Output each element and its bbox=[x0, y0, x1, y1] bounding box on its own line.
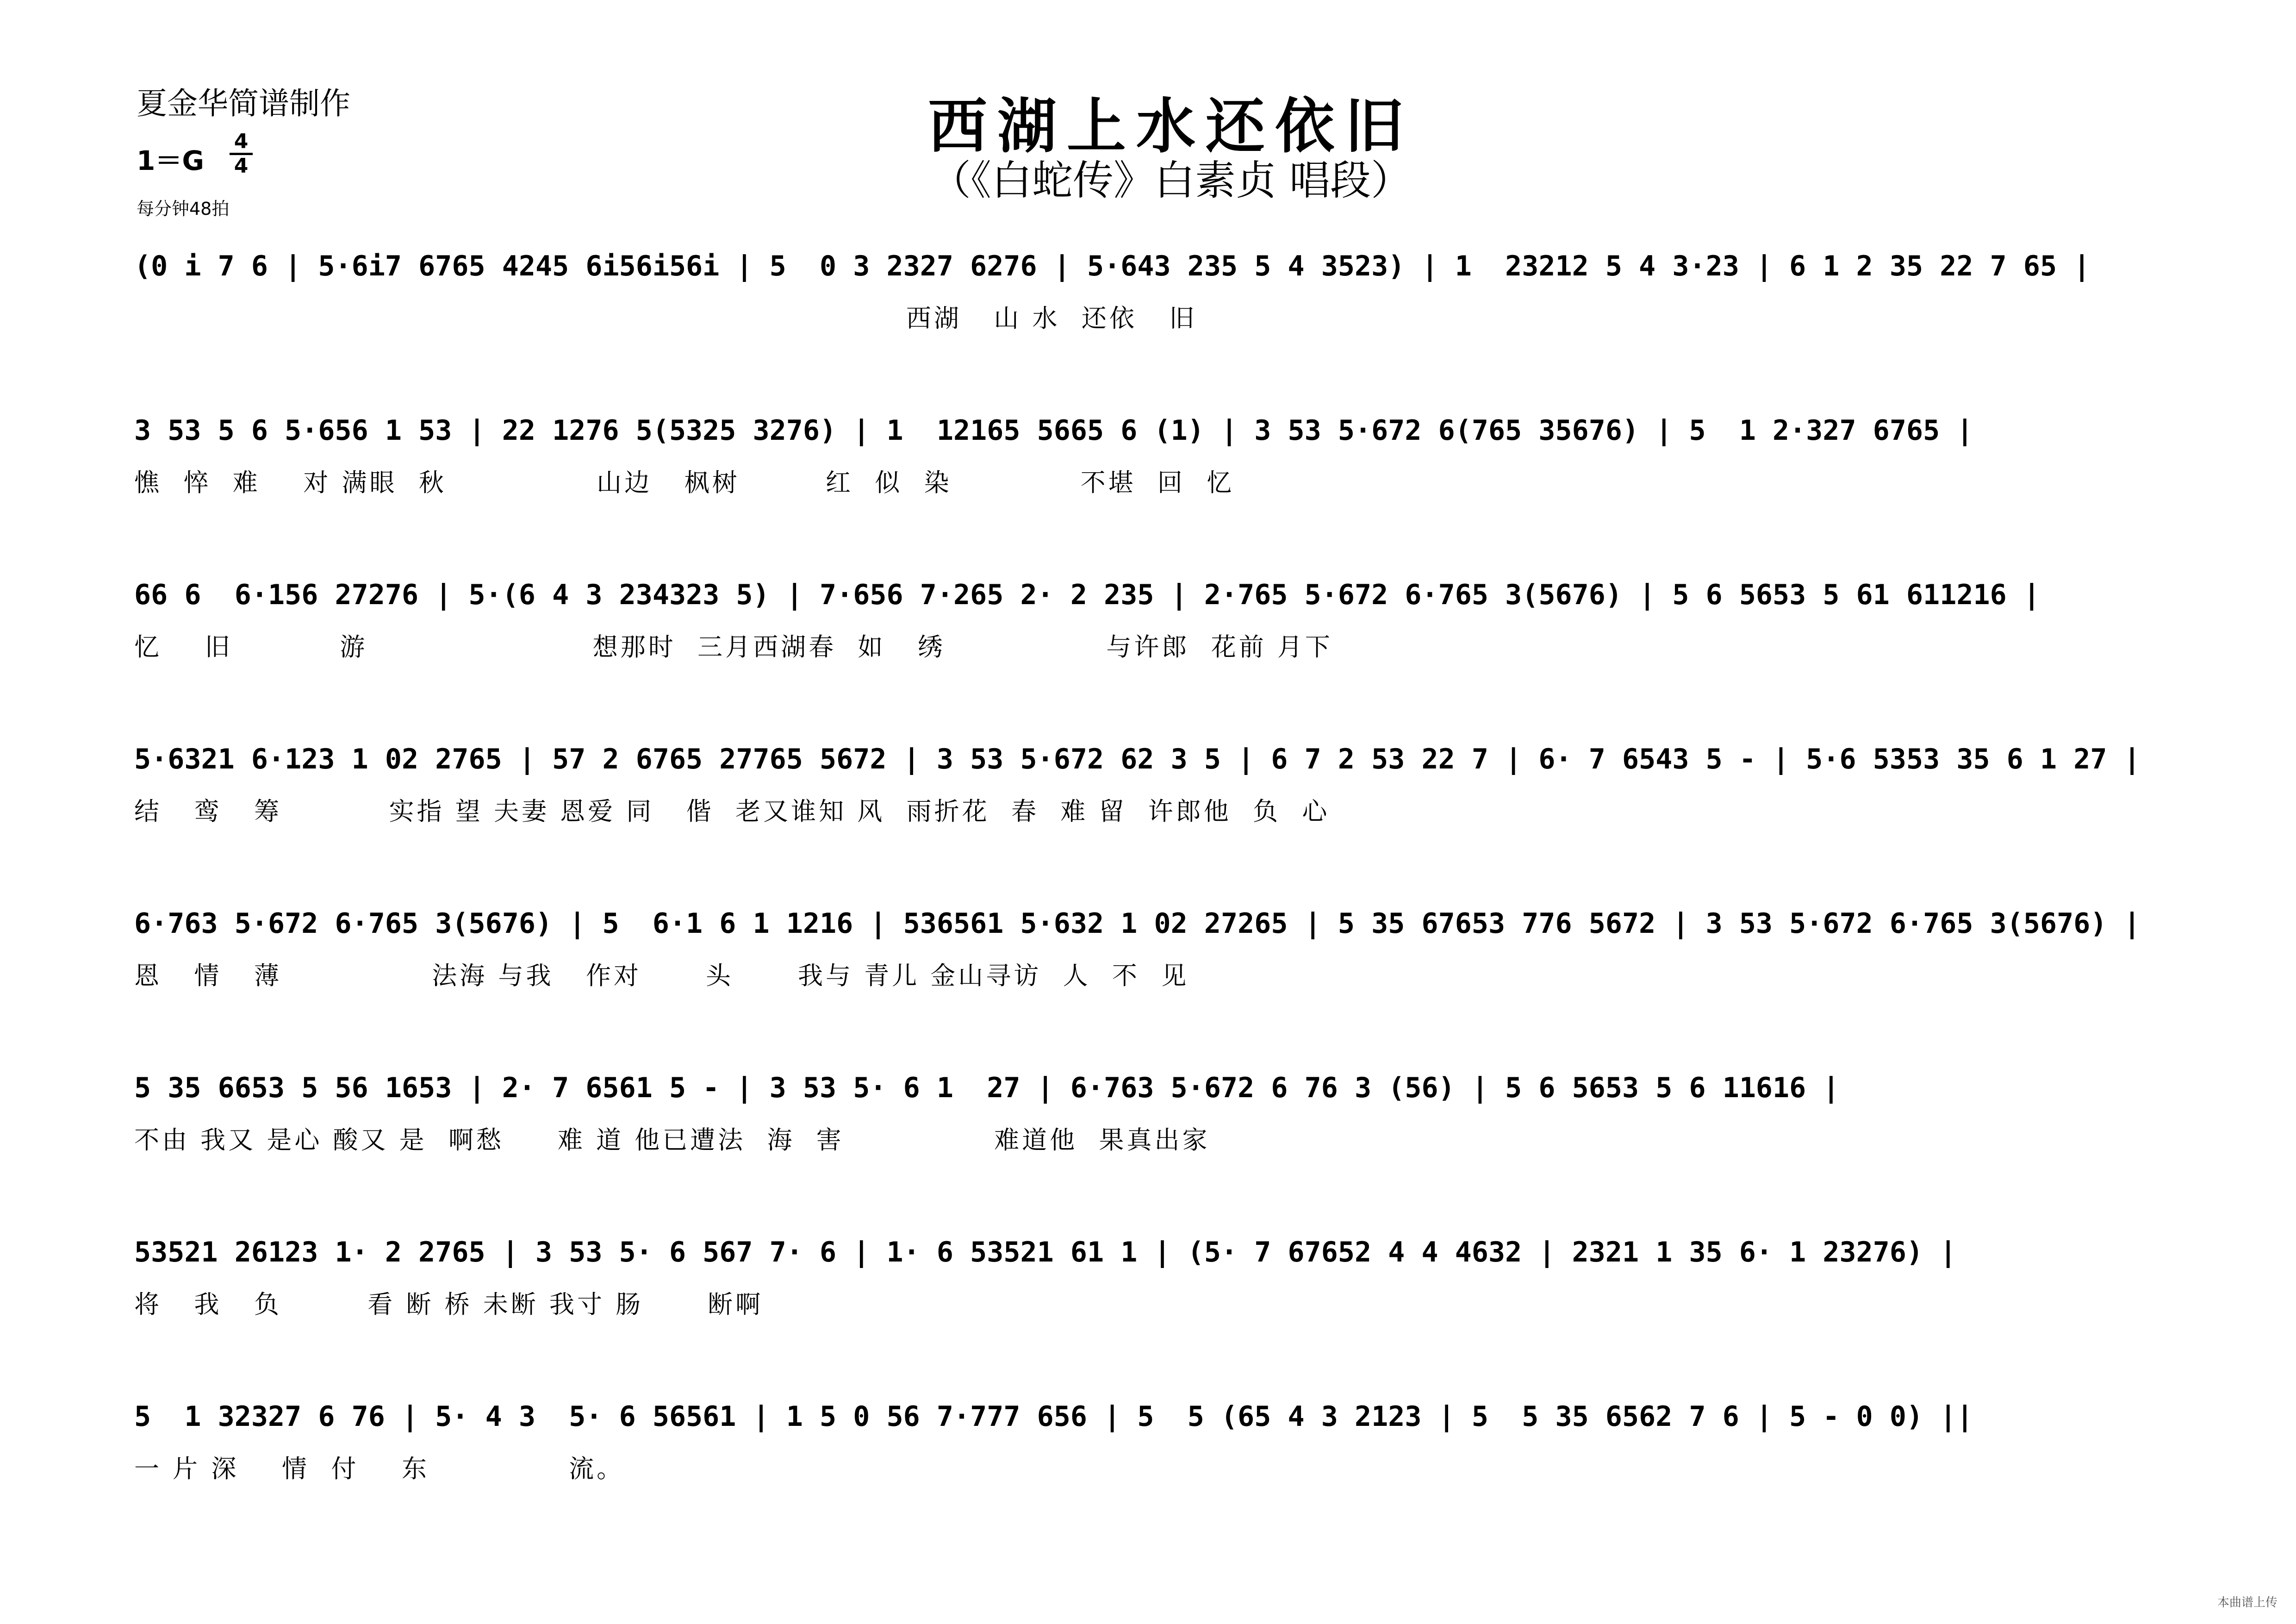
score-line-8 bbox=[134, 1391, 2217, 1530]
score-line-5 bbox=[134, 898, 2217, 1037]
key-signature: 1＝G bbox=[137, 145, 204, 176]
song-subtitle: （《白蛇传》白素贞 唱段） bbox=[930, 156, 1412, 204]
lyric-line: 结 鸾 筹 实指 望 夫妻 恩爱 同 偕 老又谁知 风 雨折花 春 难 留 许郎他 负 心 bbox=[134, 797, 1330, 826]
score-line-1 bbox=[134, 241, 2217, 380]
time-signature bbox=[230, 131, 253, 177]
lyric-line: 恩 情 薄 法海 与我 作对 头 我与 青儿 金山寻访 人 不 见 bbox=[134, 961, 1189, 990]
lyric-line: 憔 悴 难 对 满眼 秋 山边 枫树 红 似 染 不堪 回 忆 bbox=[134, 468, 1235, 497]
score-line-3 bbox=[134, 569, 2217, 708]
notation-line: 3 53 5 6 5·656 1 53 | 22 1276 5(5325 3276) | 1 12165 5665 6 (1) | 3 53 5·672 6(765 35676) | 5 1 2·327 6765 | bbox=[134, 414, 1973, 447]
score-line-7 bbox=[134, 1227, 2217, 1366]
notation-line: 6·763 5·672 6·765 3(5676) | 5 6·1 6 1 1216 | 536561 5·632 1 02 27265 | 5 35 67653 776 5672 | 3 53 5·672 6·765 3(5676) | bbox=[134, 907, 2140, 940]
score-line-4 bbox=[134, 734, 2217, 873]
notation-line: 66 6 6·156 27276 | 5·(6 4 3 234323 5) | 7·656 7·265 2· 2 235 | 2·765 5·672 6·765 3(5676) | 5 6 5653 5 61 611216 | bbox=[134, 579, 2041, 611]
notation-line: 5 35 6653 5 56 1653 | 2· 7 6561 5 - | 3 53 5· 6 1 27 | 6·763 5·672 6 76 3 (56) | 5 6 5653 5 6 11616 | bbox=[134, 1072, 1840, 1104]
score-maker-credit: 夏金华简谱制作 bbox=[137, 86, 350, 121]
notation-line: 5 1 32327 6 76 | 5· 4 3 5· 6 56561 | 1 5 0 56 7·777 656 | 5 5 (65 4 3 2123 | 5 5 35 6562 7 6 | 5 - 0 0) || bbox=[134, 1400, 1973, 1433]
score-line-2 bbox=[134, 405, 2217, 544]
notation-line: 5·6321 6·123 1 02 2765 | 57 2 6765 27765 5672 | 3 53 5·672 62 3 5 | 6 7 2 53 22 7 | 6· 7 6543 5 - | 5·6 5353 35 6 1 27 | bbox=[134, 743, 2140, 775]
lyric-line: 一 片 深 情 付 东 流。 bbox=[134, 1454, 625, 1483]
upload-footer-note: 本曲谱上传 bbox=[2217, 1596, 2277, 1610]
song-title: 西湖上水还依旧 bbox=[927, 92, 1414, 161]
meter-numerator: 4 bbox=[230, 131, 253, 155]
notation-line: (0 i 7 6 | 5·6i7 6765 4245 6i56i56i | 5 0 3 2327 6276 | 5·643 235 5 4 3523) | 1 23212 5 4 3·23 | 6 1 2 35 22 7 65 | bbox=[134, 250, 2091, 282]
lyric-line: 不由 我又 是心 酸又 是 啊愁 难 道 他已遭法 海 害 难道他 果真出家 bbox=[134, 1125, 1210, 1155]
notation-line: 53521 26123 1· 2 2765 | 3 53 5· 6 567 7· 6 | 1· 6 53521 61 1 | (5· 7 67652 4 4 4632 | 2321 1 35 6· 1 23276) | bbox=[134, 1236, 1957, 1268]
lyric-line: 忆 旧 游 想那时 三月西湖春 如 绣 与许郎 花前 月下 bbox=[134, 632, 1333, 662]
lyric-line: 西湖 山 水 还依 旧 bbox=[134, 304, 1197, 333]
lyric-line: 将 我 负 看 断 桥 未断 我寸 肠 断啊 bbox=[134, 1290, 764, 1319]
score-line-6 bbox=[134, 1062, 2217, 1201]
tempo-marking: 每分钟48拍 bbox=[137, 199, 230, 219]
meter-denominator: 4 bbox=[234, 154, 249, 178]
